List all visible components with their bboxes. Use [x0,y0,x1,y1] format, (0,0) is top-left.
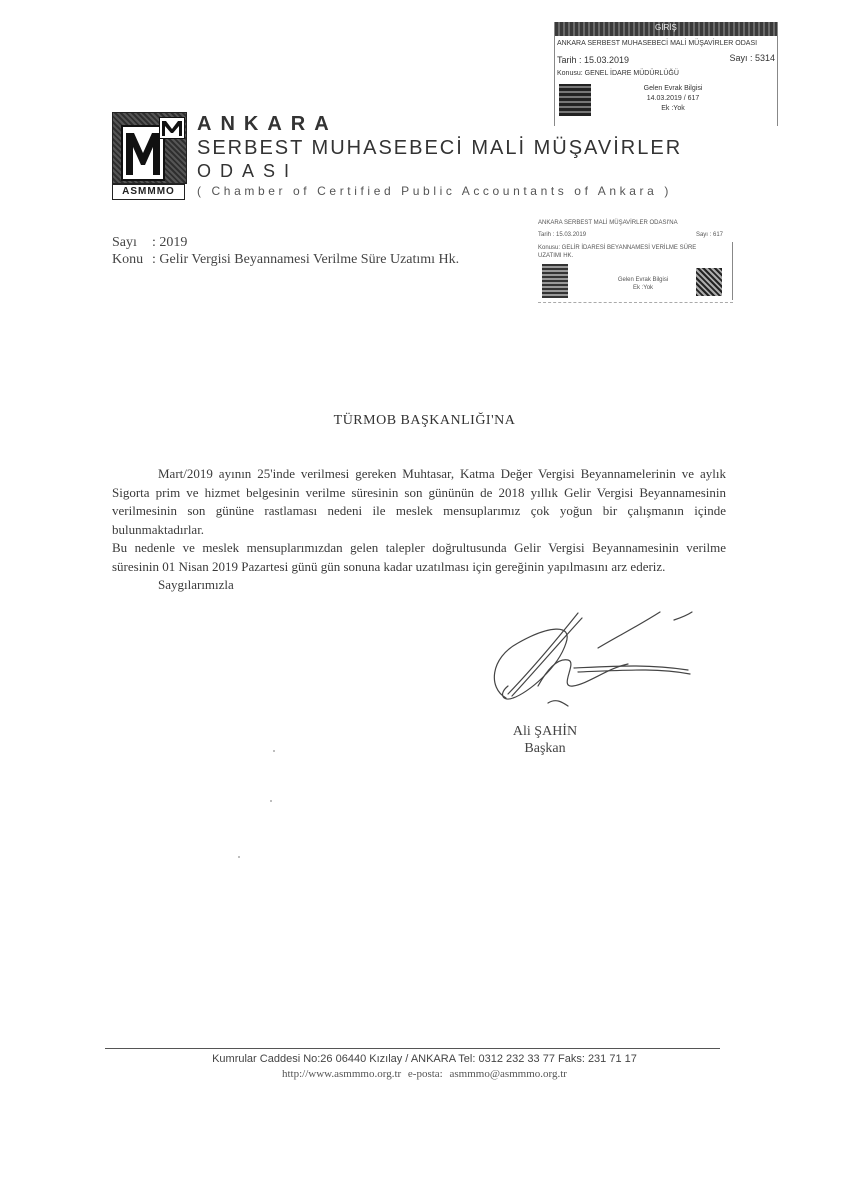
stamp-attachment: Ek :Yok [661,105,685,112]
stamp2-attachment: Ek :Yok [632,285,654,291]
reference-number [112,235,187,251]
registry-stamp-top [554,22,778,126]
stamp-header-bar [555,22,777,36]
body-paragraph-2: Bu nedenle ve meslek mensuplarımızdan gelen talepler doğrultusunda Gelir Vergisi Beyannamesinin verilme süresinin 01 Nisan 2019 Pazartesi günü gün sonuna kadar uzatılması için gereğinin yapılmasını arz ederiz. [112,540,726,574]
stamp2-barcode-left-icon [542,264,568,298]
subject-line [112,252,459,268]
org-name-line1: ANKARA [197,113,338,135]
stamp2-number: Sayı : 617 [695,232,723,238]
footer-email-link[interactable]: e-posta: asmmmo@asmmmo.org.tr [407,1068,567,1080]
stamp-subject: Konusu: GENEL İDARE MÜDÜRLÜĞÜ [557,70,679,77]
stamp2-incoming-info [598,276,688,292]
logo-m-small-icon [159,117,185,139]
recipient-heading: TÜRMOB BAŞKANLIĞI'NA [333,413,516,428]
stamp-number: Sayı : 5314 [729,53,775,63]
org-name-line2: SERBEST MUHASEBECİ MALİ MÜŞAVİRLER [197,137,683,159]
stamp-org-line: ANKARA SERBEST MUHASEBECİ MALİ MÜŞAVİRLER ODASI [557,40,758,47]
scan-speck [238,856,240,858]
stamp-header-label: GİRİŞ [655,23,677,32]
footer-divider [105,1048,720,1049]
asmmmo-logo [112,112,185,200]
stamp2-subject: Konusu: GELİR İDARESİ BEYANNAMESİ VERİLME SÜRE UZATIMI HK. [538,245,697,259]
konu-label: Konu [112,252,144,267]
sayi-value: : 2019 [152,235,188,250]
stamp-incoming-info [623,84,723,114]
sayi-label: Sayı [112,235,137,250]
signer-name: Ali ŞAHİN [512,724,578,739]
scan-speck [270,800,272,802]
stamp-date: Tarih : 15.03.2019 [557,55,630,65]
footer-address: Kumrular Caddesi No:26 06440 Kızılay / ANKARA Tel: 0312 232 33 77 Faks: 231 71 17 [212,1053,637,1065]
stamp-incoming-title: Gelen Evrak Bilgisi [643,85,703,92]
logo-tag: ASMMMO [112,184,185,200]
footer-web-link[interactable]: http://www.asmmmo.org.tr [282,1068,402,1080]
registry-stamp-middle [538,220,733,303]
stamp-barcode-icon [559,84,591,116]
handwritten-signature [478,598,708,718]
logo-background [112,112,187,184]
body-paragraph-1: Mart/2019 ayının 25'inde verilmesi gereken Muhtasar, Katma Değer Vergisi Beyannamelerinin ve aylık Sigorta prim ve hizmet belgesinin verilme süresinin son gününün de 2018 yıllık Gelir Vergisi Beyannamesinin verilmesinin son gününe rastlaması nedeni ile meslek mensuplarımız çok yoğun bir çalışmanın içinde bulunmaktadırlar. [112,466,726,537]
org-english-name: ( Chamber of Certified Public Accountants of Ankara ) [197,184,672,198]
scan-speck [273,750,275,752]
closing-salutation: Saygılarımızla [158,577,234,592]
stamp-border [732,242,733,300]
signer-title: Başkan [524,741,566,756]
footer-contact [0,1068,849,1080]
signer-block [490,723,600,757]
stamp-incoming-date: 14.03.2019 / 617 [646,95,700,102]
letter-body [112,465,726,595]
stamp2-incoming-title: Gelen Evrak Bilgisi [617,277,669,283]
konu-value: : Gelir Vergisi Beyannamesi Verilme Süre Uzatımı Hk. [152,252,460,267]
stamp2-org-line: ANKARA SERBEST MALİ MÜŞAVİRLER ODASI'NA [538,220,678,226]
stamp2-qr-code-icon [696,268,722,296]
stamp2-date: Tarih : 15.03.2019 [538,232,587,238]
org-name-line3: ODASI [197,161,299,181]
